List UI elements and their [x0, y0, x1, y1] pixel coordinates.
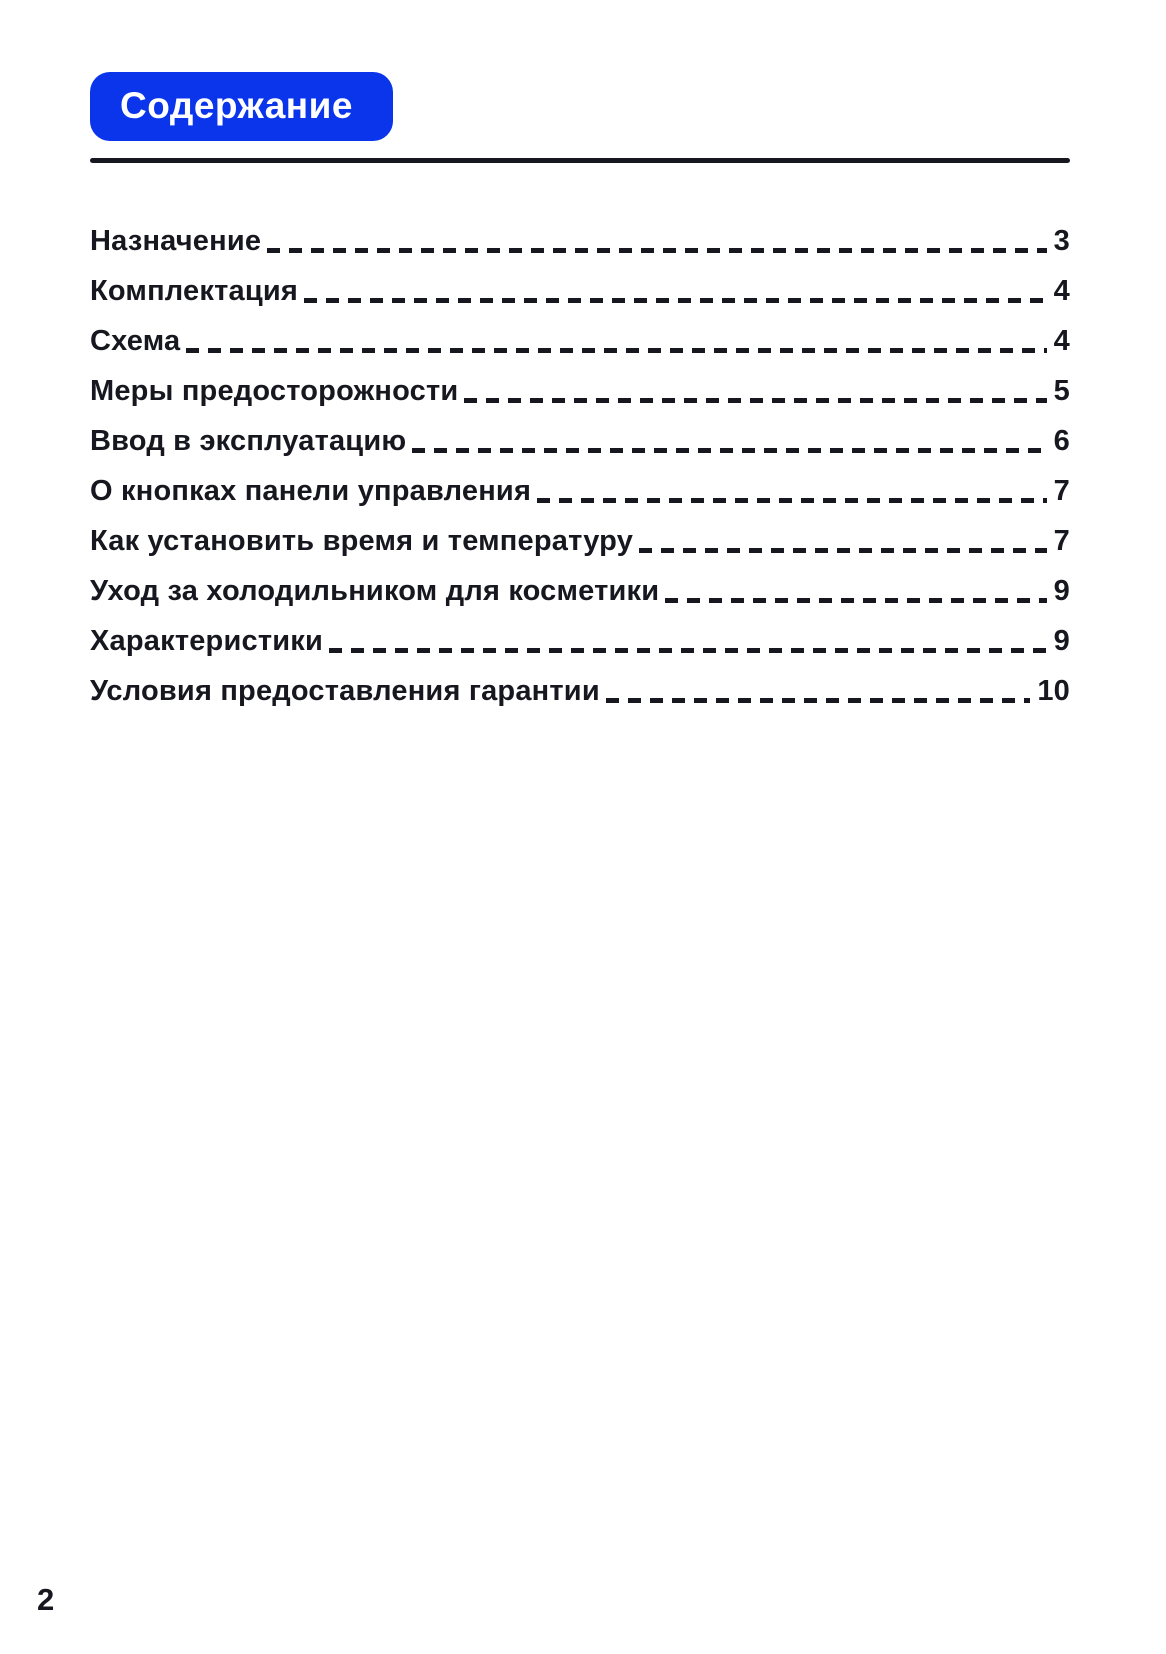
toc-entry	[90, 673, 1070, 709]
toc-leader-dashes	[186, 348, 1046, 353]
toc-entry-page: 9	[1053, 625, 1070, 657]
toc-entry-title: Уход за холодильником для косметики	[90, 575, 660, 607]
contents-badge-label: Содержание	[120, 85, 353, 126]
toc-entry-title: Ввод в эксплуатацию	[90, 425, 407, 457]
toc-entry	[90, 573, 1070, 609]
toc-leader-dashes	[464, 398, 1046, 403]
toc-list	[90, 223, 1070, 709]
toc-entry-page: 10	[1037, 675, 1070, 707]
toc-leader-dashes	[267, 248, 1046, 253]
toc-leader-dashes	[304, 298, 1047, 303]
toc-leader-dashes	[329, 648, 1047, 653]
toc-entry-page: 6	[1053, 425, 1070, 457]
toc-entry-title: Схема	[90, 325, 181, 357]
toc-entry	[90, 323, 1070, 359]
toc-leader-dashes	[639, 548, 1047, 553]
toc-entry-title: Назначение	[90, 225, 262, 257]
toc-entry	[90, 423, 1070, 459]
toc-entry-page: 5	[1053, 375, 1070, 407]
toc-leader-dashes	[606, 698, 1030, 703]
toc-entry	[90, 223, 1070, 259]
toc-entry-title: О кнопках панели управления	[90, 475, 532, 507]
toc-entry-title: Меры предосторожности	[90, 375, 459, 407]
page-number: 2	[37, 1582, 55, 1617]
toc-entry-title: Комплектация	[90, 275, 298, 307]
toc-entry	[90, 523, 1070, 559]
contents-badge	[90, 72, 393, 141]
toc-entry-title: Условия предоставления гарантии	[90, 675, 600, 707]
toc-leader-dashes	[412, 448, 1046, 453]
toc-entry-page: 4	[1053, 325, 1070, 357]
toc-entry	[90, 473, 1070, 509]
header-divider	[90, 158, 1070, 163]
toc-entry-page: 4	[1053, 275, 1070, 307]
toc-entry	[90, 373, 1070, 409]
toc-leader-dashes	[665, 598, 1046, 603]
toc-entry-page: 7	[1053, 525, 1070, 557]
toc-entry-title: Как установить время и температуру	[90, 525, 634, 557]
toc-entry	[90, 273, 1070, 309]
toc-leader-dashes	[537, 498, 1047, 503]
toc-entry	[90, 623, 1070, 659]
toc-entry-page: 9	[1053, 575, 1070, 607]
toc-entry-page: 3	[1053, 225, 1070, 257]
toc-entry-title: Характеристики	[90, 625, 324, 657]
page-content	[90, 0, 1070, 723]
toc-entry-page: 7	[1053, 475, 1070, 507]
